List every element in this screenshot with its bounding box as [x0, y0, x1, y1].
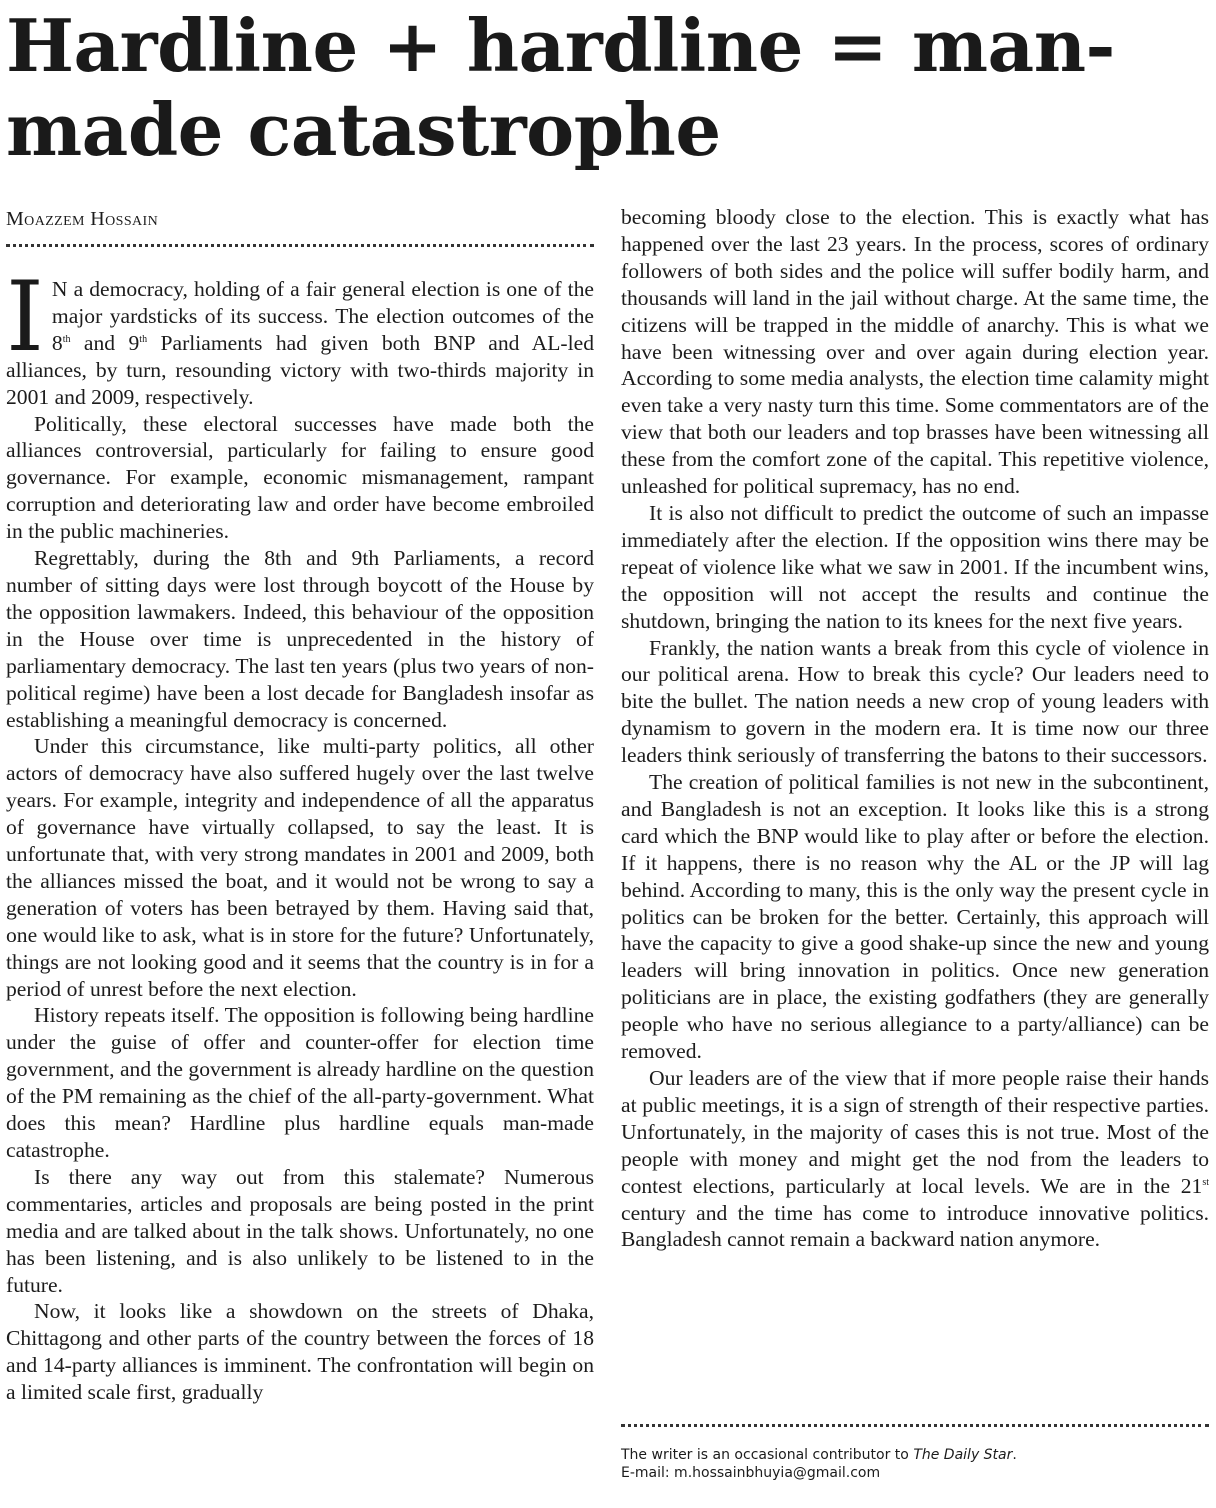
- superscript-th-1: th: [62, 333, 71, 345]
- paragraph: Politically, these electoral successes have made both the alliances controversial, particularly for failing to ensure good governance. For example, economic mismanagement, rampant corruption and deteriorating law and order have become embroiled in the public machineries.: [6, 411, 594, 544]
- paragraph: History repeats itself. The opposition is following being hardline under the guise of offer and counter-offer for election time government, and the government is already hardline on the question of the PM remaining as the chief of the all-party-government. What does this mean? Hardline plus hardline equals man-made catastrophe.: [6, 1003, 594, 1162]
- author-note-period: .: [1012, 1447, 1017, 1463]
- superscript-st: st: [1202, 1176, 1209, 1188]
- author-footnote: [621, 1446, 1209, 1482]
- paragraph: Under this circumstance, like multi-party politics, all other actors of democracy have also suffered hugely over the last twelve years. For example, integrity and independence of all the apparatus of governance have virtually collapsed, to say the least. It is unfortunate that, with very strong mandates in 2001 and 2009, both the alliances missed the boat, and it would not be wrong to say a generation of voters has been betrayed by them. Having said that, one would like to ask, what is in store for the future? Unfortunately, things are not looking good and it seems that the country is in for a period of unrest before the next election.: [6, 734, 594, 1001]
- paragraph-continuation: becoming bloody close to the election. This is exactly what has happened over the last 23 years. In the process, scores of ordinary followers of both sides and the police will suffer bodily harm, and thousands will land in the jail without charge. At the same time, the citizens will be trapped in the middle of anarchy. This is what we have been witnessing over and over again during election year. According to some media analysts, the election time calamity might even take a very nasty turn this time. Some commentators are of the view that both our leaders and top brasses have been witnessing all these from the comfort zone of the capital. This repetitive violence, unleashed for political supremacy, has no end.: [621, 205, 1209, 499]
- paragraph: Frankly, the nation wants a break from this cycle of violence in our political arena. How to break this cycle? Our leaders need to bite the bullet. The nation needs a new crop of young leaders with dynamism to govern in the modern era. It is time now our three leaders think seriously of transferring the batons to their successors.: [621, 635, 1209, 768]
- left-column: [6, 261, 594, 1406]
- headline: Hardline + hardline = man-made catastrophe: [6, 3, 1115, 172]
- publication-name: The Daily Star: [913, 1447, 1013, 1463]
- byline: Moazzem Hossain: [6, 208, 159, 230]
- last-paragraph: [621, 1065, 1209, 1253]
- superscript-th-2: th: [139, 333, 148, 345]
- byline-divider: [6, 244, 594, 247]
- paragraph: Is there any way out from this stalemate? Numerous commentaries, articles and proposals are being posted in the print media and are talked about in the talk shows. Unfortunately, no one has been listening, and is also unlikely to be listened to in the future.: [6, 1164, 594, 1297]
- lede-paragraph: [6, 261, 594, 411]
- lede-text-1: N a democracy, holding of a fair general election is one of the major yardsticks of its success. The election outcomes of the 8: [51, 277, 594, 355]
- lede-text-3: Parliaments had given both BNP and AL-led alliances, by turn, resounding victory with two-thirds majority in 2001 and 2009, respectively.: [6, 330, 594, 409]
- paragraph: It is also not difficult to predict the outcome of such an impasse immediately after the election. If the opposition wins there may be repeat of violence like what we saw in 2001. If the incumbent wins, the opposition will not accept the results and continue the shutdown, bringing the nation to its knees for the next five years.: [621, 500, 1209, 633]
- lede-text-2: and 9: [70, 330, 140, 355]
- paragraph: Regrettably, during the 8th and 9th Parliaments, a record number of sitting days were lost through boycott of the House by the opposition lawmakers. Indeed, this behaviour of the opposition in the House over time is unprecedented in the history of parliamentary democracy. The last ten years (plus two years of non-political regime) have been a lost decade for Bangladesh insofar as establishing a meaningful democracy is concerned.: [6, 546, 594, 732]
- author-note-text: The writer is an occasional contributor to: [621, 1447, 914, 1463]
- last-paragraph-text-2: century and the time has come to introduce innovative politics. Bangladesh cannot remain a backward nation anymore.: [621, 1200, 1209, 1252]
- paragraph: The creation of political families is not new in the subcontinent, and Bangladesh is not an exception. It looks like this is a strong card which the BNP would like to play after or before the election. If it happens, there is no reason why the AL or the JP will lag behind. According to many, this is the only way the present cycle in politics can be broken for the better. Certainly, this approach will have the capacity to give a good shake-up since the new and young leaders will bring innovation in politics. Once new generation politicians are in place, the existing godfathers (they are generally people who have no serious allegiance to a party/alliance) can be removed.: [621, 770, 1209, 1064]
- drop-cap: I: [6, 261, 44, 373]
- author-note: [621, 1446, 1209, 1464]
- paragraph: Now, it looks like a showdown on the streets of Dhaka, Chittagong and other parts of the country between the forces of 18 and 14-party alliances is imminent. The confrontation will begin on a limited scale first, gradually: [6, 1299, 594, 1405]
- footnote-divider: [621, 1424, 1209, 1427]
- author-email: E-mail: m.hossainbhuyia@gmail.com: [621, 1465, 881, 1481]
- last-paragraph-text-1: Our leaders are of the view that if more people raise their hands at public meetings, it is a sign of strength of their respective parties. Unfortunately, in the majority of cases this is not true. Most of the people with money and might get the nod from the leaders to contest elections, particularly at local levels. We are in the 21: [621, 1066, 1209, 1198]
- right-column: [621, 204, 1209, 1253]
